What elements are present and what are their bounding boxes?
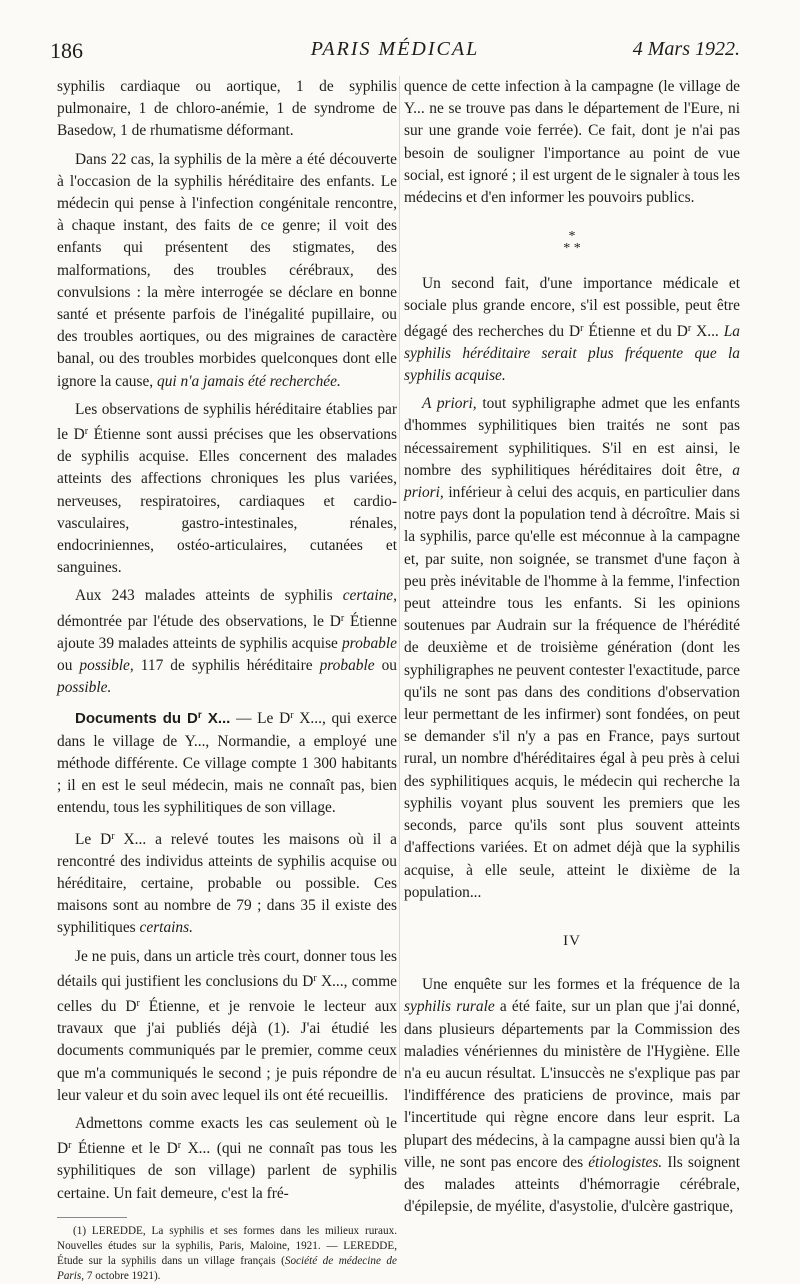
paragraph: Admettons comme exacts les cas seulement où le $D^r$ Étienne et le $D^r$ X... (qui ne connaît pas tous les syphilitiques de son village) parlent de syphilis certaine. Un fait demeure, c'est la fré- (57, 1114, 397, 1202)
right-column (404, 76, 740, 1218)
running-header (50, 38, 740, 66)
paragraph: Je ne puis, dans un article très court, donner tous les détails qui justifient les conclusions du $D^r$ X..., comme celles du $D^r$ Étienne, et je renvoie le lecteur aux travaux que j'ai publiés déjà (1). J'ai étudié les documents communiqués par le premier, comme ceux que m'a communiqués le second ; je puis répondre de leur valeur et du soin avec lequel ils ont été recueillis. (57, 947, 397, 1104)
paragraph: A priori, tout syphiligraphe admet que les enfants d'hommes syphilitiques bien traités ne sont pas nécessairement syphilitiques. S'il en est ainsi, le nombre des syphilitiques héréditaires doit être, a priori, inférieur à celui des acquis, en particulier dans notre pays dont la population tend à décroître. Mais si la syphilis, parce qu'elle est méconnue à la campagne et, par suite, non soignée, se transmet d'une façon à peu près inévitable de l'homme à la femme, l'infection peut atteindre tous les enfants. Si les opinions soutenues par Audrain sur la fréquence de l'hérédité de deuxième et de troisième génération (dont les syphiligraphes ne peuvent contester l'exactitude, parce qu'ils ne sont pas dans des conditions d'observation leur permettant de les infirmer) sont fondées, on peut se demander s'il n'y a pas en France, pays surtout rural, un nombre d'héréditaires égal à peu près à celui des syphilitiques acquis, le médecin qui recherche la syphilis voyant plus souvent les premiers que les seconds, parce qu'ils sont plus souvent atteints d'affections variées. Et on admet déjà que la syphilis acquise, à elle seule, atteint le dixième de la population... (404, 395, 740, 901)
paragraph: Documents du $D^r$ X... — Le $D^r$ X..., qui exerce dans le village de Y..., Normandie, a employé une méthode différente. Ce village compte 1 300 habitants ; il en est le seul médecin, mais ne connaît pas, bien entendu, tous les syphilitiques de son village. (57, 710, 398, 817)
journal-title: PARIS MÉDICAL (310, 38, 480, 60)
paragraph: Dans 22 cas, la syphilis de la mère a été découverte à l'occasion de la syphilis héréditaire des enfants. Le médecin qui pense à l'infection congénitale rencontre, à chaque instant, des faits de ce genre; il voit des enfants qui présentent des stigmates, des malformations, des troubles cérébraux, des convulsions : la mère interrogée se déclare en bonne santé et présente parfois de l'inégalité pupillaire, ou des troubles aortiques, ou des migraines de caractère banal, ou des troubles morbides quelconques dont elle ignore la cause, qui n'a jamais été recherchée. (57, 150, 397, 390)
issue-date: 4 Mars 1922. (632, 38, 740, 60)
section-number: IV (563, 932, 581, 949)
section-heading: Documents du $D^r$ X... (75, 710, 231, 728)
paragraph: Une enquête sur les formes et la fréquence de la syphilis rurale a été faite, sur un plan que j'ai donné, dans plusieurs départements par la Commission des maladies vénériennes du ministère de l'Hygiène. Elle n'a eu aucun résultat. L'insuccès ne s'explique pas par l'indifférence des praticiens de province, mais par l'incertitude qui règne encore dans leur esprit. La plupart des médecins, à la campagne aussi bien qu'à la ville, ne sont pas encore des étiologistes. Ils soignent des malades atteints d'hémorragie cérébrale, d'épilepsie, de myélite, d'asystolie, d'ulcère gastrique, (404, 976, 740, 1216)
paragraph: Aux 243 malades atteints de syphilis certaine, démontrée par l'étude des observations, le $D^r$ Étienne ajoute 39 malades atteints de syphilis acquise probable ou possible, 117 de syphilis héréditaire probable ou possible. (57, 587, 397, 697)
paragraph: syphilis cardiaque ou aortique, 1 de syphilis pulmonaire, 1 de chloro-anémie, 1 de syndrome de Basedow, 1 de rhumatisme déformant. (57, 78, 397, 140)
footnote: (1) LEREDDE, La syphilis et ses formes dans les milieux ruraux. Nouvelles études sur la syphilis, Paris, Maloine, 1921. — LEREDDE, Étude sur la syphilis dans un village français (Société de médecine de Paris, 7 octobre 1921). (57, 1224, 397, 1282)
paragraph: Un second fait, d'une importance médicale et sociale plus grande encore, s'il est possible, peut être dégagé des recherches du $D^r$ Étienne et du $D^r$ X... La syphilis héréditaire serait plus fréquente que la syphilis acquise. (404, 275, 740, 385)
paragraph: Le $D^r$ X... a relevé toutes les maisons où il a rencontré des individus atteints de syphilis acquise ou héréditaire, certaine, probable ou possible. Ces maisons sont au nombre de 79 ; dans 35 il existe des syphilitiques certains. (57, 830, 397, 937)
paragraph: quence de cette infection à la campagne (le village de Y... ne se trouve pas dans le département de l'Eure, ni sur une grande voie ferrée). Ce fait, dont je n'ai pas besoin de souligner l'importance au point de vue social, est ignoré ; il est urgent de le signaler à tous les médecins et d'en informer les pouvoirs publics. (404, 78, 740, 207)
paragraph: Les observations de syphilis héréditaire établies par le $D^r$ Étienne sont aussi précises que les observations de syphilis acquise. Elles concernent des malades atteints des affections chroniques les plus variées, nerveuses, respiratoires, cardiaques et cardio-vasculaires, gastro-intestinales, rénales, endocriniennes, ostéo-articulaires, cutanées et sanguines. (57, 400, 397, 577)
left-column (57, 76, 397, 1284)
page-number: 186 (50, 38, 83, 63)
footnote-rule (57, 1217, 127, 1218)
column-divider (399, 76, 400, 1076)
asterism-separator: * * * (563, 229, 581, 257)
